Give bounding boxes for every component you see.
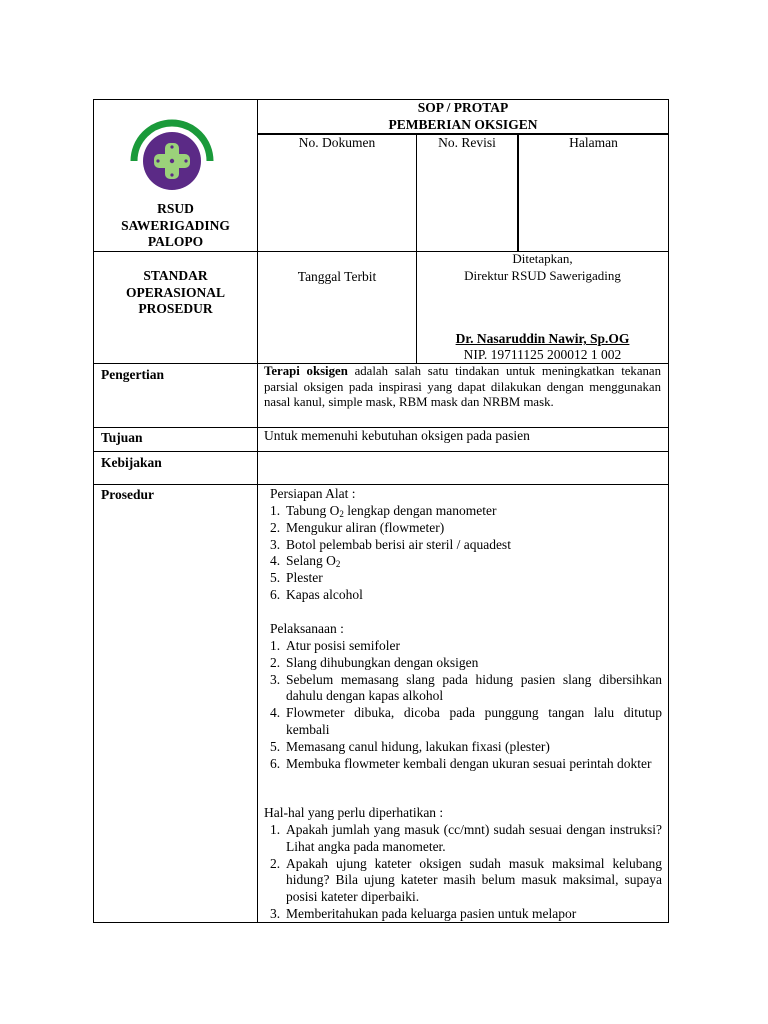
- document-title: [258, 100, 668, 133]
- item-number: 1.: [270, 503, 281, 518]
- item-number: 1.: [270, 822, 281, 837]
- item-text: [286, 553, 662, 570]
- item-text-tail: lengkap dengan manometer: [343, 503, 497, 518]
- pengertian-label: Pengertian: [101, 367, 164, 382]
- list-item: [270, 906, 662, 923]
- item-text: [286, 503, 662, 520]
- item-text: Apakah jumlah yang masuk (cc/mnt) sudah sesuai dengan instruksi? Lihat angka pada manometer.: [286, 822, 662, 854]
- item-text-main: Mengukur aliran (flowmeter): [286, 519, 445, 535]
- item-text: [286, 587, 662, 604]
- list-item: [270, 638, 662, 655]
- item-number: 1.: [270, 638, 281, 653]
- sop-label-line1: STANDAR: [143, 268, 208, 283]
- item-number: 4.: [270, 705, 281, 721]
- ditetapkan-label: Ditetapkan,: [512, 251, 573, 266]
- sop-label-line3: PROSEDUR: [138, 301, 213, 316]
- list-item: [270, 503, 662, 520]
- pengertian-text: [264, 364, 661, 411]
- list-item: [270, 537, 662, 554]
- item-number: 3.: [270, 536, 281, 552]
- halaman-label: Halaman: [569, 135, 618, 150]
- ditetapkan-block: [417, 251, 668, 284]
- item-text: Apakah ujung kateter oksigen sudah masuk maksimal kelubang hidung? Bila ujung kateter masih belum masuk maksimal, supaya posisi kateter diperbaiki.: [286, 855, 662, 905]
- hal-title: Hal-hal yang perlu diperhatikan :: [264, 805, 444, 820]
- no-dokumen-label: No. Dokumen: [298, 135, 376, 150]
- sop-label-line2: OPERASIONAL: [125, 284, 225, 300]
- hospital-name-line2: SAWERIGADING: [121, 217, 230, 233]
- hospital-name-line1: RSUD: [157, 201, 194, 216]
- tujuan-label: Tujuan: [101, 430, 143, 445]
- no-revisi-label: No. Revisi: [438, 135, 496, 150]
- pengertian-body: adalah salah satu tindakan untuk meningkatkan tekanan parsial oksigen pada inspirasi yang dapat dilakukan dengan menggunakan nasal kanul, simple mask, RBM mask dan NRBM mask.: [264, 364, 661, 410]
- pelaksanaan-list: [270, 638, 662, 772]
- persiapan-list: [270, 503, 662, 604]
- item-text: [286, 570, 662, 587]
- title-line1: SOP / PROTAP: [417, 100, 509, 115]
- persiapan-title: Persiapan Alat :: [270, 486, 356, 501]
- list-item: [270, 705, 662, 739]
- title-line2: PEMBERIAN OKSIGEN: [388, 116, 538, 132]
- list-item: [270, 655, 662, 672]
- item-number: 4.: [270, 553, 281, 569]
- item-number: 5.: [270, 738, 281, 754]
- hal-list: [270, 822, 662, 923]
- subscript: 2: [339, 509, 344, 519]
- hospital-logo-icon: [126, 109, 218, 201]
- pengertian-bold-term: Terapi oksigen: [264, 364, 348, 378]
- sop-label: [94, 268, 257, 318]
- item-text: Slang dihubungkan dengan oksigen: [286, 654, 479, 670]
- hospital-name-line3: PALOPO: [147, 234, 204, 249]
- item-number: 2.: [270, 519, 281, 535]
- signatory-name: Dr. Nasaruddin Nawir, Sp.OG: [455, 331, 630, 346]
- list-item: [270, 672, 662, 706]
- item-text: Atur posisi semifoler: [286, 638, 400, 653]
- list-item: [270, 587, 662, 604]
- item-number: 5.: [270, 570, 281, 586]
- item-number: 3.: [270, 905, 281, 921]
- list-item: [270, 739, 662, 756]
- kebijakan-label: Kebijakan: [101, 455, 162, 470]
- item-text: Memberitahukan pada keluarga pasien untuk melapor: [286, 905, 577, 921]
- item-text: Memasang canul hidung, lakukan fixasi (plester): [286, 738, 550, 754]
- list-item: [270, 570, 662, 587]
- item-text: [286, 520, 662, 537]
- table-right-border: [668, 99, 669, 923]
- list-item: [270, 553, 662, 570]
- prosedur-label: Prosedur: [101, 487, 154, 502]
- item-text: [286, 537, 662, 554]
- item-text-main: Selang O: [286, 553, 336, 569]
- item-text: Sebelum memasang slang pada hidung pasien slang dibersihkan dahulu dengan kapas alkohol: [286, 671, 662, 704]
- item-number: 2.: [270, 654, 281, 670]
- item-number: 2.: [270, 855, 281, 871]
- item-number: 6.: [270, 755, 281, 771]
- signatory-nip: NIP. 19711125 200012 1 002: [463, 347, 622, 362]
- tanggal-terbit-label: Tanggal Terbit: [297, 269, 377, 284]
- item-number: 3.: [270, 671, 281, 687]
- list-item: [270, 756, 662, 773]
- item-text-main: Tabung O: [286, 503, 340, 518]
- direktur-label: Direktur RSUD Sawerigading: [464, 267, 621, 283]
- item-number: 6.: [270, 586, 281, 602]
- item-text: Membuka flowmeter kembali dengan ukuran sesuai perintah dokter: [286, 755, 652, 771]
- row-separator-4: [93, 451, 669, 452]
- list-item: [270, 822, 662, 856]
- pelaksanaan-title: Pelaksanaan :: [270, 621, 344, 636]
- column-divider: [257, 99, 258, 923]
- hospital-name: [94, 201, 257, 251]
- tujuan-text: Untuk memenuhi kebutuhan oksigen pada pasien: [264, 428, 530, 443]
- item-text-main: Botol pelembab berisi air steril / aquadest: [286, 536, 511, 552]
- item-text-main: Plester: [286, 570, 323, 586]
- subscript: 2: [335, 559, 341, 570]
- list-item: [270, 856, 662, 906]
- row-separator-5: [93, 484, 669, 485]
- item-text-main: Kapas alcohol: [286, 586, 363, 602]
- item-text: Flowmeter dibuka, dicoba pada punggung tangan lalu ditutup kembali: [286, 705, 662, 737]
- list-item: [270, 520, 662, 537]
